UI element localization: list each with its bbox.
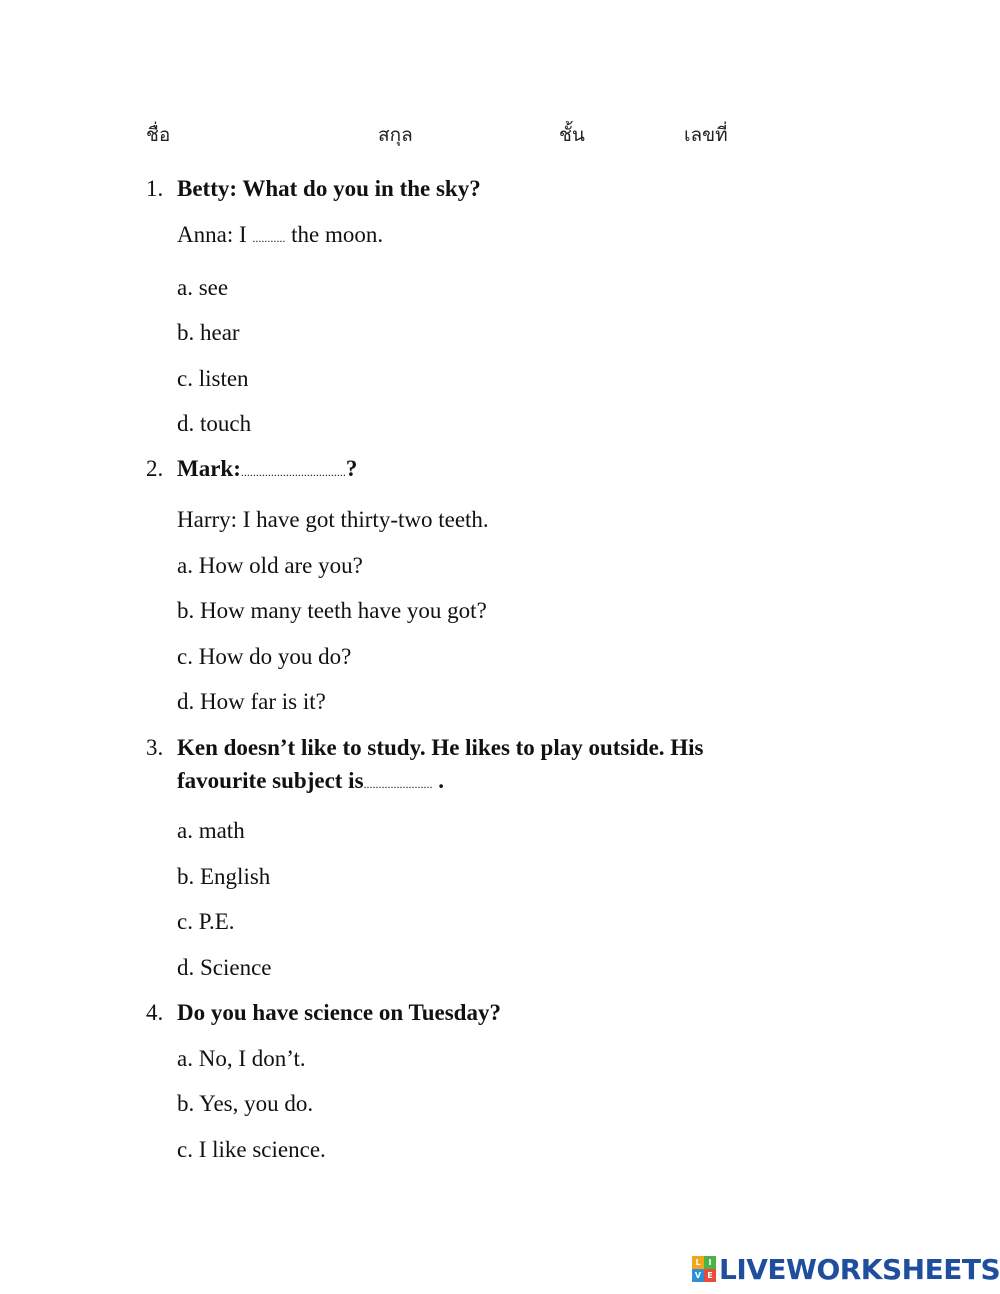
question-3-number: 3. — [146, 735, 164, 760]
question-2-option-c[interactable]: c. How do you do? — [177, 644, 352, 669]
question-3-option-c[interactable]: c. P.E. — [177, 909, 235, 934]
class-label: ชั้น — [559, 124, 585, 146]
question-2-option-a[interactable]: a. How old are you? — [177, 553, 363, 578]
liveworksheets-logo — [692, 1252, 1000, 1286]
question-end: . — [438, 768, 445, 793]
answer-prefix: Anna: I — [177, 222, 247, 247]
question-4-option-a[interactable]: a. No, I don’t. — [177, 1046, 306, 1071]
question-4-option-c[interactable]: c. I like science. — [177, 1137, 326, 1162]
question-3-option-d[interactable]: d. Science — [177, 955, 272, 980]
question-1-option-b[interactable]: b. hear — [177, 320, 240, 345]
number-label: เลขที่ — [684, 124, 728, 146]
question-4-number: 4. — [146, 1000, 164, 1025]
question-2-option-b[interactable]: b. How many teeth have you got? — [177, 598, 487, 623]
surname-label: สกุล — [378, 124, 413, 146]
logo-icon-letter: I — [704, 1256, 716, 1269]
liveworksheets-logo-icon — [692, 1256, 716, 1282]
question-1-option-c[interactable]: c. listen — [177, 366, 249, 391]
question-1-answer — [177, 222, 383, 248]
question-label: Mark: — [177, 456, 241, 481]
question-3-text-line2 — [177, 768, 444, 794]
question-2-number: 2. — [146, 456, 164, 481]
question-blank[interactable]: ................................... — [240, 465, 346, 479]
question-1-text: Betty: What do you in the sky? — [177, 176, 481, 201]
question-text: favourite subject is — [177, 768, 364, 793]
logo-icon-letter: E — [704, 1269, 716, 1282]
question-3-option-b[interactable]: b. English — [177, 864, 271, 889]
question-3-text-line1: Ken doesn’t like to study. He likes to play outside. His — [177, 735, 704, 760]
answer-suffix: the moon. — [291, 222, 384, 247]
question-4-option-b[interactable]: b. Yes, you do. — [177, 1091, 314, 1116]
logo-icon-letter: V — [692, 1269, 704, 1282]
name-label: ชื่อ — [146, 124, 171, 146]
question-1-option-d[interactable]: d. touch — [177, 411, 252, 436]
answer-blank[interactable]: ........... — [252, 231, 286, 245]
logo-text: LIVEWORKSHEETS — [719, 1252, 1000, 1286]
question-2-option-d[interactable]: d. How far is it? — [177, 689, 326, 714]
question-3-option-a[interactable]: a. math — [177, 818, 245, 843]
question-4-text: Do you have science on Tuesday? — [177, 1000, 501, 1025]
question-2-answer: Harry: I have got thirty-two teeth. — [177, 507, 489, 532]
question-2-text — [177, 456, 357, 482]
question-1-option-a[interactable]: a. see — [177, 275, 229, 300]
question-blank[interactable]: ....................... — [363, 777, 433, 791]
question-1-number: 1. — [146, 176, 164, 201]
question-end: ? — [345, 456, 358, 481]
logo-icon-letter: L — [692, 1256, 704, 1269]
